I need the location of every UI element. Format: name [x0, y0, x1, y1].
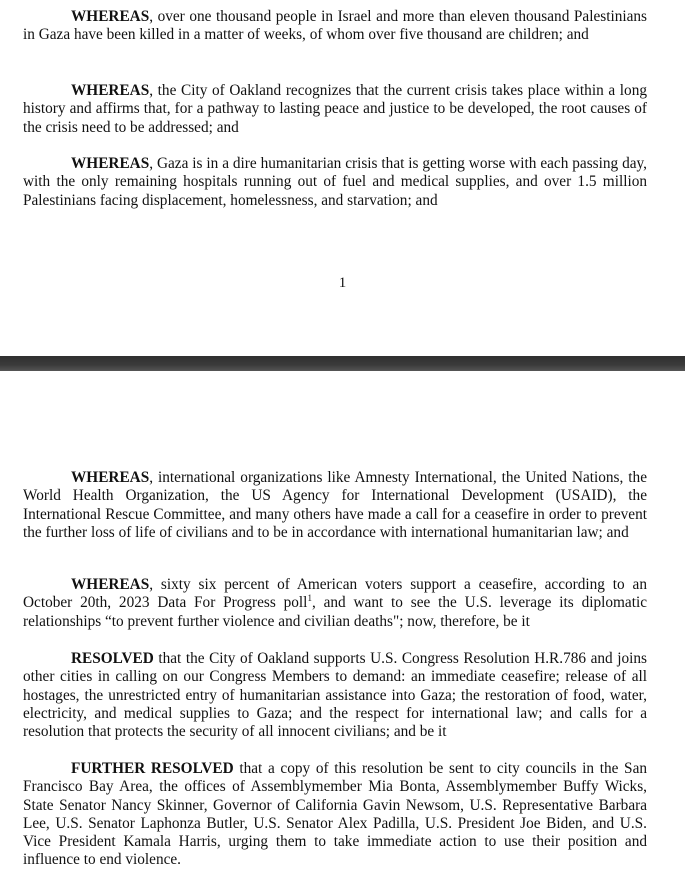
- paragraph-text: , international organizations like Amnesty International, the United Nations, the World Health Organization, the US Agency for International Development (USAID), the International Rescue Committee, and many others have made a call for a ceasefire in order to prevent the further loss of life of civilians and to be in accordance with international humanitarian law; and: [23, 469, 647, 541]
- document-page-1: [0, 0, 685, 356]
- paragraph-text: that the City of Oakland supports U.S. Congress Resolution H.R.786 and joins other cities in calling on our Congress Members to demand: an immediate ceasefire; release of all hostages, the unrestricted entry of humanitarian assistance into Gaza; the restoration of food, water, electricity, and medical supplies to Gaza; and the respect for international law; and calls for a resolution that protects the security of all innocent civilians; and be it: [23, 650, 647, 741]
- paragraph-lead: WHEREAS: [71, 469, 150, 486]
- page-number: 1: [338, 275, 347, 291]
- further-resolved-paragraph: [23, 760, 647, 870]
- resolved-paragraph: [23, 650, 647, 741]
- whereas-paragraph-poll: [23, 576, 647, 631]
- paragraph-text: , over one thousand people in Israel and more than eleven thousand Palestinians in Gaza have been killed in a matter of weeks, of whom over five thousand are children; and: [23, 8, 647, 44]
- paragraph-text: , Gaza is in a dire humanitarian crisis that is getting worse with each passing day, with the only remaining hospitals running out of fuel and medical supplies, and over 1.5 million Palestinians facing displacement, homelessness, and starvation; and: [23, 155, 647, 209]
- paragraph-lead: WHEREAS: [71, 8, 150, 25]
- whereas-paragraph-organizations: [23, 469, 647, 542]
- paragraph-text-after: , and want to see the U.S. leverage its diplomatic relationships “to prevent further violence and civilian deaths"; now, therefore, be it: [23, 594, 647, 630]
- paragraph-text: that a copy of this resolution be sent to city councils in the San Francisco Bay Area, the offices of Assemblymember Mia Bonta, Assemblymember Buffy Wicks, State Senator Nancy Skinner, Governor of California Gavin Newsom, U.S. Representative Barbara Lee, U.S. Senator Laphonza Butler, U.S. Senator Alex Padilla, U.S. President Joe Biden, and U.S. Vice President Kamala Harris, urging them to take immediate action to use their position and influence to end violence.: [23, 760, 648, 869]
- page-separator: [0, 356, 685, 371]
- document-page-2: [0, 371, 685, 895]
- whereas-paragraph-humanitarian-crisis: [23, 155, 647, 210]
- whereas-paragraph-history: [23, 82, 647, 137]
- paragraph-lead: RESOLVED: [71, 650, 154, 667]
- whereas-paragraph-casualties: [23, 8, 647, 45]
- paragraph-text-before: , sixty six percent of American voters support a ceasefire, according to an October 20th, 2023 Data For Progress poll: [23, 576, 647, 612]
- paragraph-lead: WHEREAS: [71, 82, 150, 99]
- paragraph-text: , the City of Oakland recognizes that the current crisis takes place within a long history and affirms that, for a pathway to lasting peace and justice to be developed, the root causes of the crisis need to be addressed; and: [23, 82, 647, 136]
- paragraph-lead: WHEREAS: [71, 576, 150, 593]
- paragraph-lead: FURTHER RESOLVED: [71, 760, 234, 777]
- footnote-marker[interactable]: 1: [307, 593, 312, 604]
- paragraph-lead: WHEREAS: [71, 155, 150, 172]
